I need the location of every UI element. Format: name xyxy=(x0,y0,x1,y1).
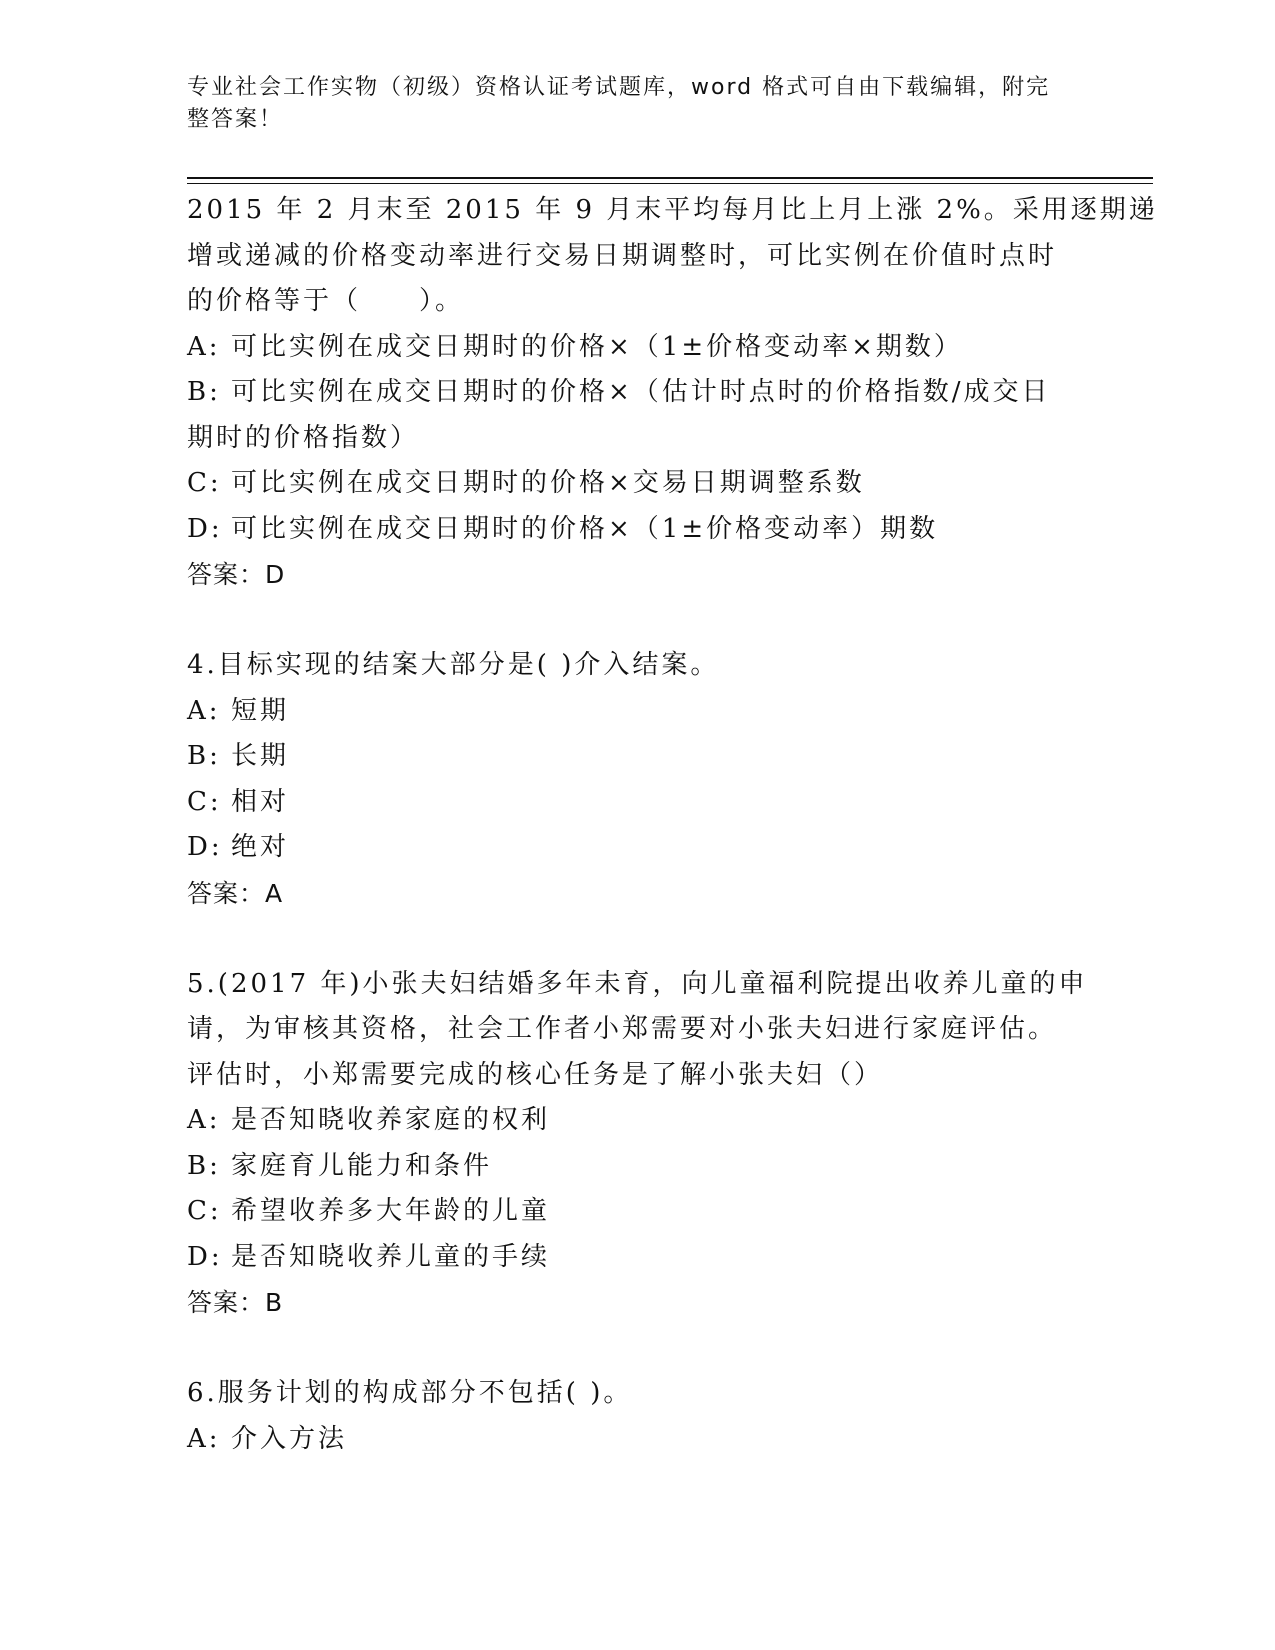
question-content xyxy=(187,188,1158,1462)
option-text: 家庭育儿能力和条件 xyxy=(231,1150,493,1181)
option-c xyxy=(187,461,1087,507)
option-text: 是否知晓收养家庭的权利 xyxy=(231,1105,551,1135)
answer-line: 答案：D xyxy=(187,560,286,589)
question-stem-line: 评估时，小郑需要完成的核心任务是了解小张夫妇（） xyxy=(187,1059,884,1090)
option-b xyxy=(187,1144,1087,1190)
option-text: 相对 xyxy=(231,786,290,817)
spacer xyxy=(187,916,1087,962)
question-stem-line: 5.(2017 年)小张夫妇结婚多年未育，向儿童福利院提出收养儿童的申 xyxy=(187,968,1088,999)
option-label: B: xyxy=(187,377,221,407)
option-text: 可比实例在成交日期时的价格×（估计时点时的价格指数/成交日 xyxy=(231,377,1051,407)
question-5 xyxy=(187,962,1087,1326)
option-a xyxy=(187,689,1087,735)
spacer xyxy=(187,1326,1087,1372)
option-text-continuation: 期时的价格指数） xyxy=(187,422,420,453)
option-label: B: xyxy=(187,741,221,771)
option-text: 绝对 xyxy=(231,832,290,862)
option-text: 可比实例在成交日期时的价格×交易日期调整系数 xyxy=(231,468,865,498)
option-c xyxy=(187,1189,1087,1235)
option-b xyxy=(187,734,1087,780)
option-label: C: xyxy=(187,468,222,498)
option-label: A: xyxy=(187,1423,221,1454)
option-d xyxy=(187,507,1087,553)
option-text: 希望收养多大年龄的儿童 xyxy=(231,1196,551,1226)
document-header xyxy=(187,72,1067,136)
option-label: A: xyxy=(187,695,221,726)
question-stem-line: 增或递减的价格变动率进行交易日期调整时，可比实例在价值时点时 xyxy=(187,240,1058,271)
option-a xyxy=(187,1098,1087,1144)
header-line-2: 整答案！ xyxy=(187,107,284,132)
question-stem-line: 请，为审核其资格，社会工作者小郑需要对小张夫妇进行家庭评估。 xyxy=(187,1014,1058,1044)
option-text: 长期 xyxy=(231,741,290,771)
option-b xyxy=(187,370,1087,461)
spacer xyxy=(187,598,1087,644)
option-text: 可比实例在成交日期时的价格×（1±价格变动率）期数 xyxy=(231,513,939,544)
answer-line: 答案：A xyxy=(187,878,284,908)
option-text: 短期 xyxy=(231,695,290,726)
option-label: D: xyxy=(187,1241,223,1272)
option-label: A: xyxy=(187,331,221,362)
header-line-1: 专业社会工作实物（初级）资格认证考试题库，word 格式可自由下载编辑，附完 xyxy=(187,75,1051,100)
question-stem: 4.目标实现的结案大部分是( )介入结案。 xyxy=(187,650,720,680)
question-stem: 6.服务计划的构成部分不包括( )。 xyxy=(187,1378,633,1408)
option-label: B: xyxy=(187,1150,221,1181)
option-text: 可比实例在成交日期时的价格×（1±价格变动率×期数） xyxy=(231,331,963,362)
header-divider-thick xyxy=(187,177,1153,179)
question-4 xyxy=(187,643,1087,916)
option-a xyxy=(187,325,1087,371)
option-text: 介入方法 xyxy=(231,1423,348,1454)
question-stem-line: 2015 年 2 月末至 2015 年 9 月末平均每月比上月上涨 2%。采用逐期递 xyxy=(187,195,1158,225)
header-divider-thin xyxy=(187,183,1153,184)
option-c xyxy=(187,780,1087,826)
option-label: D: xyxy=(187,832,223,862)
question-3 xyxy=(187,188,1158,598)
option-d xyxy=(187,1235,1087,1281)
option-label: C: xyxy=(187,1196,222,1226)
option-label: C: xyxy=(187,786,222,817)
option-label: A: xyxy=(187,1105,221,1135)
question-stem-line: 的价格等于（ ）。 xyxy=(187,286,465,316)
option-d xyxy=(187,825,1087,871)
option-a xyxy=(187,1417,1087,1463)
question-6 xyxy=(187,1371,1087,1462)
answer-line: 答案：B xyxy=(187,1288,284,1317)
option-label: D: xyxy=(187,513,223,544)
option-text: 是否知晓收养儿童的手续 xyxy=(231,1241,551,1272)
